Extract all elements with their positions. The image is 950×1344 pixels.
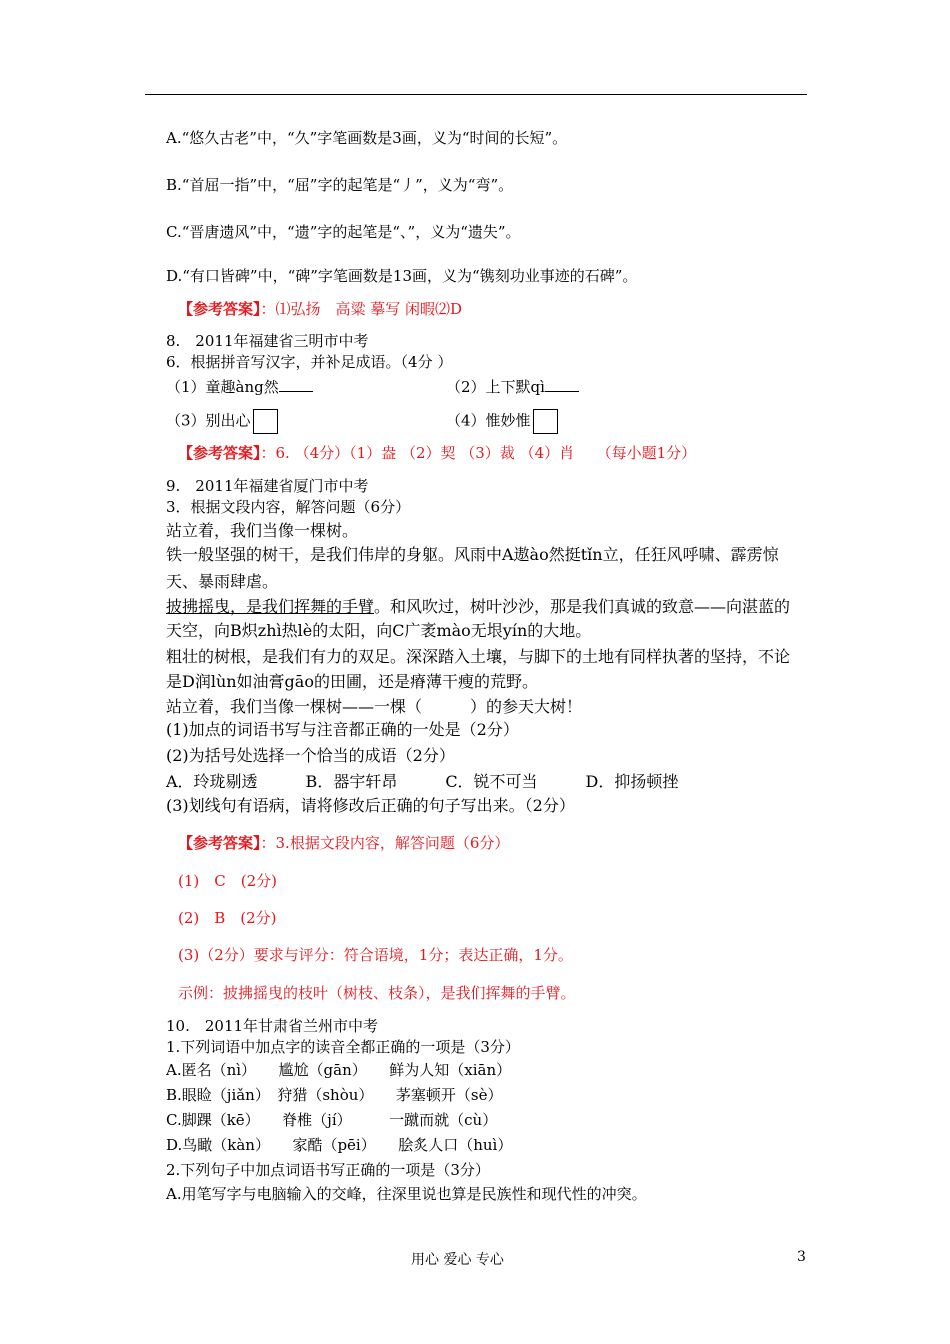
answer-label: 【参考答案】 xyxy=(178,444,261,462)
q10-q2-option-a: A.用笔写字与电脑输入的交峰，往深里说也算是民族性和现代性的冲突。 xyxy=(166,1185,647,1203)
q8-heading: 8. 2011年福建省三明市中考 xyxy=(166,332,369,350)
page-footer: 用心 爱心 专心 xyxy=(411,1252,504,1268)
answer-label: 【参考答案】 xyxy=(178,834,261,852)
sub-question-1: (1)加点的词语书写与注音都正确的一处是（2分） xyxy=(166,720,519,739)
q9-question: 3．根据文段内容，解答问题（6分） xyxy=(166,498,411,516)
answer-prev xyxy=(178,299,462,319)
passage-line: 天空，向B炽zhì热lè的太阳，向C广袤mào无垠yín的大地。 xyxy=(166,621,592,640)
q10-option-a: A.匿名（nì） 尴尬（gān） 鲜为人知（xiān） xyxy=(166,1061,512,1079)
q8-question: 6．根据拼音写汉字，并补足成语。（4分 ） xyxy=(166,353,453,371)
q10-question-2: 2.下列句子中加点词语书写正确的一项是（3分） xyxy=(166,1161,490,1179)
q8-item-3: （3）别出心 xyxy=(166,409,278,434)
option-d: D.“有口皆碑”中，“碑”字笔画数是13画，义为“镌刻功业事迹的石碑”。 xyxy=(166,267,638,285)
q8-item-1: （1）童趣àng然 xyxy=(166,377,313,397)
passage-line: 是D润lùn如油膏gāo的田圃，还是瘠薄干瘦的荒野。 xyxy=(166,672,538,691)
answer-label: 【参考答案】 xyxy=(178,300,261,318)
answer-text: ：6. （4分）（1）盎 （2）契 （3）裁 （4）肖 （每小题1分） xyxy=(260,444,697,462)
q9-answer xyxy=(178,833,509,853)
passage-line: 站立着，我们当像一棵树。 xyxy=(166,521,359,540)
q9-heading: 9. 2011年福建省厦门市中考 xyxy=(166,477,369,495)
sub-question-2-options: A．玲珑剔透 B．器宇轩昂 C．锐不可当 D．抑扬顿挫 xyxy=(166,772,679,791)
answer-box[interactable] xyxy=(253,409,278,434)
answer-box[interactable] xyxy=(533,409,558,434)
passage-line: 站立着，我们当像一棵树——一棵（ ）的参天大树！ xyxy=(166,697,583,716)
option-b: B.“首屈一指”中，“屈”字的起笔是“丿”，义为“弯”。 xyxy=(166,176,514,194)
q8-answer xyxy=(178,443,696,463)
q10-option-c: C.脚踝（kē） 脊椎（jí） 一蹴而就（cù） xyxy=(166,1111,498,1129)
header-rule xyxy=(145,94,807,95)
answer-part-2: (2) B (2分) xyxy=(178,909,277,927)
q10-option-b: B.眼睑（jiǎn） 狩猎（shòu） 茅塞顿开（sè） xyxy=(166,1086,503,1104)
answer-blank[interactable] xyxy=(279,377,313,392)
page-number: 3 xyxy=(797,1249,806,1265)
answer-text: ：3.根据文段内容，解答问题（6分） xyxy=(260,834,510,852)
answer-part-3: (3)（2分）要求与评分：符合语境，1分；表达正确，1分。 xyxy=(178,946,573,964)
passage-line: 铁一般坚强的树干，是我们伟岸的身躯。风雨中A遨ào然挺tǐn立，任狂风呼啸、霹雳惊 xyxy=(166,545,779,564)
underlined-sentence: 披拂摇曳，是我们挥舞的手臂 xyxy=(166,597,375,616)
q10-question-1: 1.下列词语中加点字的读音全都正确的一项是（3分） xyxy=(166,1038,520,1056)
q10-option-d: D.鸟瞰（kàn） 家酷（pēi） 脍炙人口（huì） xyxy=(166,1136,513,1154)
q8-item-4: （4）惟妙惟 xyxy=(446,409,558,434)
answer-blank[interactable] xyxy=(545,377,579,392)
q10-heading: 10. 2011年甘肃省兰州市中考 xyxy=(166,1017,379,1035)
passage-line: 披拂摇曳，是我们挥舞的手臂。和风吹过，树叶沙沙，那是我们真诚的致意——向湛蓝的 xyxy=(166,597,791,616)
answer-part-1: (1) C (2分) xyxy=(178,872,277,890)
answer-example: 示例：披拂摇曳的枝叶（树枝、枝条），是我们挥舞的手臂。 xyxy=(178,984,576,1002)
sub-question-3: (3)划线句有语病，请将修改后正确的句子写出来。（2分） xyxy=(166,796,575,815)
q8-item-2: （2）上下默qì xyxy=(446,377,579,397)
passage-line: 天、暴雨肆虐。 xyxy=(166,572,279,591)
answer-text: ：⑴弘扬 高粱 摹写 闲暇⑵D xyxy=(260,300,463,318)
option-a: A.“悠久古老”中，“久”字笔画数是3画，义为“时间的长短”。 xyxy=(166,129,568,147)
option-c: C.“晋唐遗风”中，“遗”字的起笔是“、”，义为“遗失”。 xyxy=(166,223,521,241)
passage-line: 粗壮的树根，是我们有力的双足。深深踏入土壤，与脚下的土地有同样执著的坚持，不论 xyxy=(166,647,791,666)
sub-question-2: (2)为括号处选择一个恰当的成语（2分） xyxy=(166,746,455,765)
